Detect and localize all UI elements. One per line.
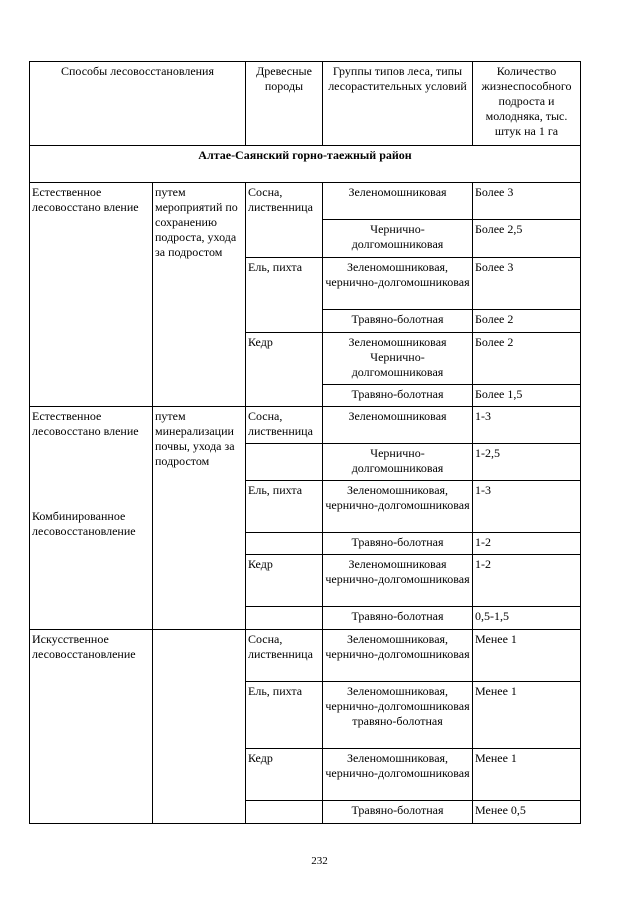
restoration-method: Естественное лесовосстано вление — [30, 183, 153, 407]
header-forest-types: Группы типов леса, типы лесорастительных условий — [323, 62, 473, 146]
quantity-cell: 1-3 — [473, 407, 581, 444]
restoration-measure: путем минерализации почвы, ухода за подростом — [153, 407, 246, 630]
quantity-cell: Более 3 — [473, 258, 581, 310]
page-number: 232 — [311, 855, 328, 867]
forest-type-cell: Зеленомошниковая — [323, 183, 473, 220]
header-methods: Способы лесовосстановления — [30, 62, 246, 146]
forest-type-cell: Зеленомошниковая, чернично-долгомошниковая — [323, 481, 473, 533]
quantity-cell: Более 2 — [473, 333, 581, 385]
method-combined: Комбинированное лесовосстановление — [32, 509, 136, 538]
forest-type-cell: Зеленомошниковая, чернично-долгомошниковая — [323, 749, 473, 801]
quantity-cell: Менее 1 — [473, 682, 581, 749]
quantity-cell: Более 2 — [473, 310, 581, 333]
restoration-method: Искусственное лесовосстановление — [30, 630, 153, 824]
header-quantity: Количество жизнеспособного подроста и молодняка, тыс. штук на 1 га — [473, 62, 581, 146]
species-cell: Кедр — [246, 555, 323, 607]
header-species: Древесные породы — [246, 62, 323, 146]
forest-type-cell: Травяно-болотная — [323, 385, 473, 407]
header-row — [30, 62, 581, 146]
region-row — [30, 146, 581, 183]
forest-type-cell: Зеленомошниковая Чернично-долгомошниковая — [323, 333, 473, 385]
region-title: Алтае-Саянский горно-таежный район — [30, 146, 581, 183]
species-cell: Кедр — [246, 749, 323, 801]
forest-type-cell: Зеленомошниковая чернично-долгомошниковая — [323, 555, 473, 607]
forest-type-cell: Травяно-болотная — [323, 801, 473, 824]
forest-type-cell: Зеленомошниковая, чернично-долгомошниковая — [323, 258, 473, 310]
forest-type-cell: Зеленомошниковая, чернично-долгомошниковая травяно-болотная — [323, 682, 473, 749]
method-natural: Естественное лесовосстано вление — [32, 409, 139, 438]
species-cell: Сосна, лиственница — [246, 407, 323, 444]
forest-type-cell: Травяно-болотная — [323, 310, 473, 333]
quantity-cell: Более 2,5 — [473, 220, 581, 258]
species-cell: Сосна, лиственница — [246, 630, 323, 682]
species-cell: Ель, пихта — [246, 682, 323, 749]
quantity-cell: Менее 0,5 — [473, 801, 581, 824]
forest-type-cell: Чернично-долгомошниковая — [323, 220, 473, 258]
quantity-cell: 0,5-1,5 — [473, 607, 581, 630]
quantity-cell: Менее 1 — [473, 749, 581, 801]
table-row — [30, 630, 581, 682]
species-cell: Сосна, лиственница — [246, 183, 323, 258]
quantity-cell: Более 1,5 — [473, 385, 581, 407]
quantity-cell: Более 3 — [473, 183, 581, 220]
species-cell: Ель, пихта — [246, 258, 323, 333]
species-cell-empty — [246, 533, 323, 555]
restoration-measure: путем мероприятий по сохранению подроста, ухода за подростом — [153, 183, 246, 407]
species-cell-empty — [246, 607, 323, 630]
forest-type-cell: Зеленомошниковая — [323, 407, 473, 444]
species-cell-empty — [246, 801, 323, 824]
species-cell: Кедр — [246, 333, 323, 407]
restoration-method — [30, 407, 153, 630]
quantity-cell: 1-2 — [473, 555, 581, 607]
quantity-cell: 1-2 — [473, 533, 581, 555]
forest-type-cell: Травяно-болотная — [323, 607, 473, 630]
forest-type-cell: Чернично-долгомошниковая — [323, 444, 473, 481]
species-cell-empty — [246, 444, 323, 481]
table-row — [30, 183, 581, 220]
table-row — [30, 407, 581, 444]
quantity-cell: 1-3 — [473, 481, 581, 533]
forest-type-cell: Травяно-болотная — [323, 533, 473, 555]
species-cell: Ель, пихта — [246, 481, 323, 533]
restoration-measure-empty — [153, 630, 246, 824]
forest-type-cell: Зеленомошниковая, чернично-долгомошниковая — [323, 630, 473, 682]
quantity-cell: Менее 1 — [473, 630, 581, 682]
quantity-cell: 1-2,5 — [473, 444, 581, 481]
forest-restoration-table — [29, 61, 581, 824]
